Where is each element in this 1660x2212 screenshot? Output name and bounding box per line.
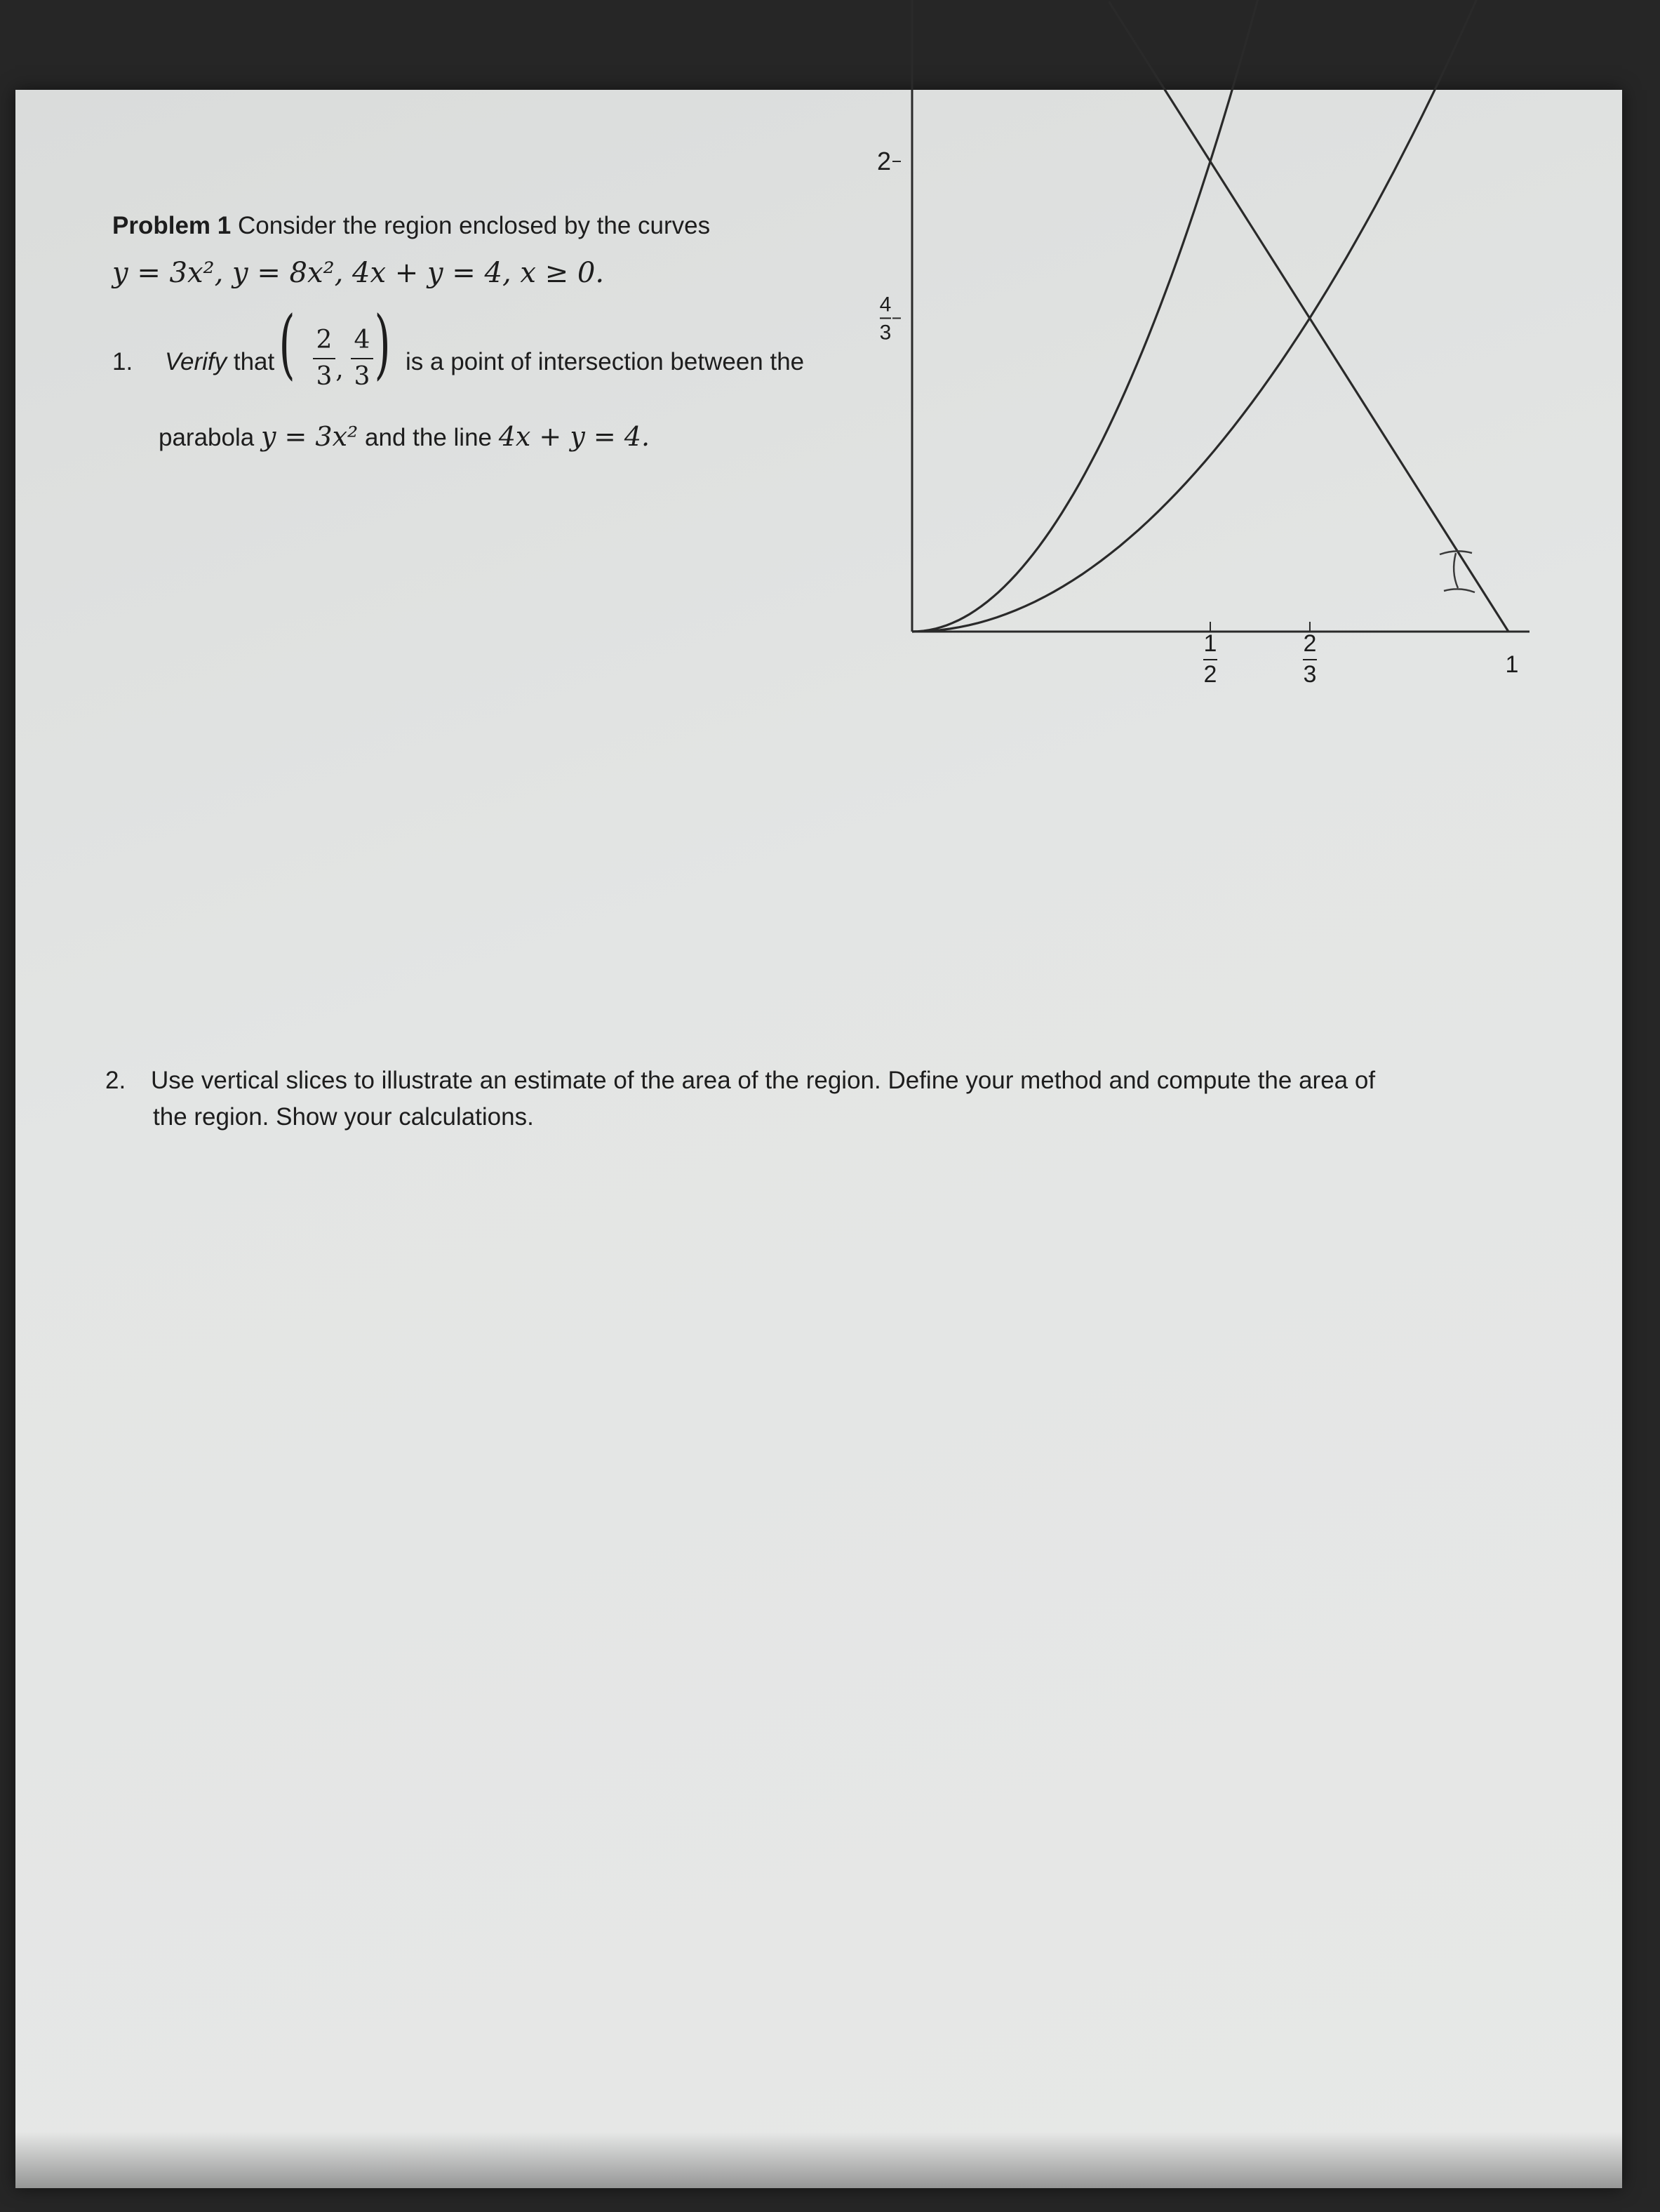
item-1-that: that [233, 348, 275, 375]
x-tick-denominator-1: 2 [1203, 661, 1217, 688]
right-paren: ) [374, 300, 391, 388]
series-line-2 [912, 0, 1479, 632]
item-1-rest: is a point of intersection between the [406, 348, 805, 375]
point-x-numerator: 2 [316, 326, 333, 354]
y-tick-label-1: 2 [876, 147, 892, 175]
x-tick-denominator-2: 3 [1303, 661, 1317, 688]
item-1-parabola-word: parabola [159, 424, 255, 451]
y-tick-denominator-2: 3 [879, 321, 892, 345]
x-tick-numerator-2: 2 [1303, 630, 1317, 657]
item-1-and-the-line: and the line [365, 424, 492, 451]
item-2-text-2: the region. Show your calculations. [153, 1103, 534, 1131]
point-comma: , [335, 355, 344, 384]
y-tick-numerator-2: 4 [879, 293, 892, 317]
problem-heading: Problem 1 [112, 212, 232, 239]
graph-axes [912, 0, 1530, 632]
item-1-parabola-equation: y = 3x² [260, 421, 359, 452]
graph-curves [912, 0, 1508, 632]
series-line-1 [912, 0, 1258, 632]
item-2-text-1: Use vertical slices to illustrate an estimate of the area of the region. Define your method and compute the area of [150, 1067, 1376, 1094]
item-2-number: 2. [105, 1067, 126, 1094]
x-tick-numerator-1: 1 [1203, 630, 1217, 657]
problem-intro: Consider the region enclosed by the curves [237, 212, 711, 239]
point-y-denominator: 3 [354, 362, 370, 391]
left-paren: ( [279, 300, 295, 388]
point-x-denominator: 3 [316, 362, 333, 391]
problem-curves: y = 3x², y = 8x², 4x + y = 4, x ≥ 0. [112, 257, 605, 289]
item-1-number: 1. [112, 348, 133, 375]
item-1-line-equation: 4x + y = 4. [498, 421, 650, 452]
point-y-numerator: 4 [354, 326, 370, 354]
graph-ticks [877, 147, 1518, 688]
item-2-line-1 [105, 1067, 1375, 1095]
series-line-3 [1109, 1, 1509, 632]
item-1-verify: Verify [164, 348, 227, 375]
x-tick-label-3: 1 [1505, 651, 1519, 678]
